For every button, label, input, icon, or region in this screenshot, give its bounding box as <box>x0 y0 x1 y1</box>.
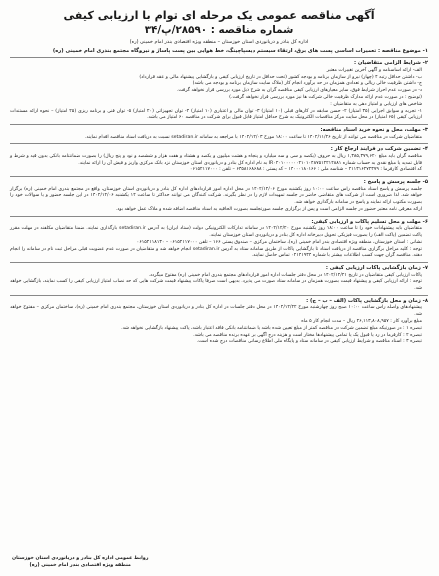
section-heading: ۵- جلسه پرسش و پاسخ : <box>363 179 428 186</box>
issuer-line: اداره کل بنادر و دریانوردی استان خوزستان – منطقه ویژه اقتصادی بندر امام خمینی (ره) <box>129 39 309 45</box>
tender-number: شماره مناقصه : ۲۸۵۹۰/پ/۳۴ <box>144 24 294 36</box>
section-divider <box>10 295 428 296</box>
section-2 <box>10 60 428 122</box>
section-divider <box>10 216 428 217</box>
footer-line-2: منطقه ویژه اقتصادی بندر امام خمینی (ره) <box>29 563 131 568</box>
section-heading: ۸- زمان و محل بازگشایی پاکات (الف – ب – ج) : <box>306 297 428 304</box>
section-text: د- در صورت عدم احراز شرایط فوق، سایر معیارهای ارزیابی کیفی مناقصه گران به شرح ذیل مورد بررسی قرار نخواهد گرفت. <box>176 88 422 94</box>
section-text: تبصره ۱ : در صورتیکه مبلغ تضمین شرکت در مناقصه کمتر از مبلغ تعیین شده باشد یا ضمانتنامه بانکی فاقد اعتبار باشد، پاکت پیشنهاد بازگشایی نخواهد شد. <box>121 325 422 331</box>
section-text: پیشنهادهای واصله راس ساعت ۱۰:۰۰ صبح روز چهارشنبه مورخ ۱۴۰۲/۱۲/۲۲ در محل دفتر جلسات در اداره کل بنادر و دریانوردی استان خوزستان، مجتمع بندری امام خمینی (ره)، ساختمان مرکزی – مفتوح خواهد شد. <box>10 305 422 318</box>
section-text: متقاضیان شرکت در مناقصه می توانند از تاریخ ۱۴۰۲/۱۱/۲۶ تا ساعت ۱۸:۰۰ مورخ ۱۴۰۲/۱۲/۰۳ با مراجعه به سامانه setadiran.ir نسبت به دریافت اسناد مناقصه اقدام نمایند. <box>84 134 422 140</box>
section-text: جلسه پرسش و پاسخ اسناد مناقصه راس ساعت ۱۰:۰۰ روز یکشنبه مورخ ۱۴۰۲/۱۲/۰۶ در محل اداره امور قراردادهای اداره کل بنادر و دریانوردی استان خوزستان، واقع در مجتمع بندری امام خمینی (ره) برگزار خواهد شد. لذا ضروری است از شرکت های متقاضی حاضر در جلسه تمهیدات لازم را در نظر بگیرند. شرکت کنندگان می توانند حداکثر تا ساعت ۱۴ یکشنبه ۱۴۰۲/۱۲/۰۶ در این جلسه حضور و یا سوالات خود را بصورت مکتوب ارائه نمایند و پاسخ در سامانه بارگذاری خواهد شد. <box>10 186 423 206</box>
section-text: متقاضیان باید پیشنهادات خود را تا ساعت ۱۸:۰۰ روز یکشنبه مورخ ۱۴۰۲/۱۲/۲۰ در سامانه تدارکات الکترونیکی دولت (ستاد ایران) به آدرس setadiran.ir بارگذاری نمایند. ضمنا متقاضیان مکلفند در مهلت مقرر پاکت تضمین (پاکت الف) را بصورت فیزیکی تحویل دبیرخانه اداره کل بنادر و دریانوردی استان خوزستان نمایند. <box>10 226 422 238</box>
section-heading: ۶- مهلت و محل تسلیم پاکات و ارزیابی کیفی: <box>311 218 428 225</box>
section-text: الف- ارائه اساسنامه و آگهی آخرین تغییرات معتبر <box>326 67 422 73</box>
section-text: ارائه معرفی نامه معتبر حضور در جلسه الزامی است و پس از برگزاری جلسه صورتجلسه بصورت الحاقیه به اسناد مناقصه اضافه شده و ملاک عمل خواهد بود. <box>115 206 422 212</box>
section-text: مبلغ برآورد کار : ۲۶,۱۱۳,۸۰۸,۹۵۷ ریال – مدت انجام کار ۵ ماه <box>301 318 422 324</box>
section-heading: ۱- موضوع مناقصه : تعمیرات اساسی پست های برق، ارتقاء سیستم دیسپاچینگ، خط هوایی بین پست پاساژ و نیروگاه مجتمع بندری امام خمینی (ره) <box>52 48 428 54</box>
section-text: شاخص های ارزیابی و امتیاز دهی به متقاضیان : <box>330 101 422 107</box>
section-5 <box>10 179 428 214</box>
section-heading: ۳- مهلت، محل و نحوه خرید اسناد مناقصه: <box>320 127 428 134</box>
section-text: نشانی : استان خوزستان، منطقه ویژه اقتصادی بندر امام خمینی (ره)، ساختمان مرکزی – صندوق پستی ۱۶۶ – تلفن ۰۶۱۵۲۱۱۷۰۰۰ – ۰۶۱۵۲۱۱۸۱۳۰ <box>136 239 422 245</box>
section-heading: ۷- زمان بازگشایی پاکات ارزیابی کیفی : <box>325 265 428 272</box>
footer-signature <box>12 555 148 569</box>
section-heading: ۲- شرایط الزامی متقاضیان : <box>354 60 428 67</box>
section-text: (توضیح : در صورت عدم ارائه مدارک ظرفیت خالی شرکت ها نیز مورد بررسی قرار نخواهد گرفت.) <box>229 95 422 100</box>
section-7 <box>10 265 428 293</box>
section-text: ج- داشتن ظرفیت خالی ریالی و تعدادی همزمان در حد برآورد انجام کار (ملاک سایت سازمان برنامه و بودجه می باشد) <box>192 81 422 87</box>
section-text: توجه : کلیه مراحل برگزاری مناقصه از دریافت اسناد تا بازگشایی پاکات از طریق سامانه ستاد به آدرس setadiran.ir انجام خواهد شد و متقاضیان در صورت عدم عضویت قبلی مراحل ثبت نام در سامانه را انجام دهند. مناقصه گران جهت کسب اطلاعات بیشتر با شماره ۰۲۱۴۱۹۳۴ تماس حاصل نمایند. <box>10 246 422 259</box>
footer-line-1: روابط عمومی اداره کل بنادر و دریانوردی استان خوزستان <box>12 556 149 561</box>
section-text: کد اقتصادی کارفرما : ۴۱۱۳۱۶۲۷۲۳۷۹ – شناسه ملی : ۱۴۰۰۰۱۸۰۱۶۶ – کد پستی : ۶۳۵۸۱۶۸۶۸۸ – تلفن : ۰۶۱۵۲۱۱۷۰۰۰ <box>189 167 422 173</box>
section-text: ۱- تجربه و سوابق اجرایی (۳۵ امتیاز) ۲- حسن سابقه در کارهای قبلی (۱۰ امتیاز) ۳- توان مالی و اعتباری (۱۰ امتیاز) ۴- توان تجهیزاتی (۲۰ امتیاز) ۵- توان فنی و برنامه ریزی (۲۵ امتیاز) – نحوه ارائه مستندات ارزیابی کیفی (۶۵ امتیاز) در محل سایت مرکز مناقصات الکترونیک به شرح حداقل امتیاز قابل قبول برای شرکت در مناقصه ۶۰ امتیاز می باشد. <box>10 108 422 121</box>
section-divider <box>10 124 428 125</box>
section-text: پاکات ارزیابی کیفی متقاضیان در تاریخ ۱۴۰۲/۱۲/۲۱ در محل دفتر جلسات اداره امور قراردادهای مجتمع بندری امام خمینی (ره) مفتوح میگردد. <box>148 272 422 278</box>
section-heading: ۴- تضمین شرکت در فرایند ارجاع کار : <box>330 146 428 153</box>
section-4 <box>10 146 428 174</box>
section-text: تبصره ۲ : کارفرما در رد یا قبول یک یا تمامی پیشنهادها مختار است و هزینه درج آگهی بر عهده برنده مناقصه می باشد. <box>193 332 422 338</box>
section-1 <box>10 48 428 55</box>
section-text: مناقصه گران باید مبلغ ۱,۳۸۵,۳۷۹,۶۲۰ ریال به حروف (یکصد و سی و سه میلیارد و پنجاه و هشت میلیون و یکصد و هشتاد و هفت هزار و ششصد و نود و پنج ریال) را بصورت ضمانتنامه بانکی بدون قید و شرط و قابل تمدید یا مبلغ نقدی به حساب شماره IR۰۲۰۱۰۰۰۰۰۰۴۱۰۱۰۴۸۷۵۱۲۲۱۴۸۸۱ به نام اداره کل بنادر و دریانوردی استان خوزستان نزد بانک مرکزی واریز و فیش آن را ارائه نمایند. <box>10 153 422 166</box>
notice-sections <box>10 48 428 346</box>
section-divider <box>10 176 428 177</box>
section-3 <box>10 127 428 141</box>
notice-title: آگهی مناقصه عمومی یک مرحله ای توام با ارزیابی کیفی <box>63 9 375 22</box>
section-text: توجه : ارائه ارزیابی کیفی و پیشنهاد قیمت بصورت همزمان در سامانه ستاد صورت می پذیرد. بدیهی است صرفا پاکات پیشنهاد قیمت شرکت هایی که حد نصاب امتیاز ارزیابی کیفی را کسب نمایند، بازگشایی خواهد شد. <box>10 279 422 292</box>
section-divider <box>10 57 428 58</box>
section-6 <box>10 219 428 260</box>
section-divider <box>10 262 428 263</box>
section-text: ب- داشتن حداقل رتبه ۴ (چهار) نیرو از سازمان برنامه و بودجه کشور (تحت حداقل در تاریخ ارزیابی کیفی و بارگشایی پیشنهاد مالی و عقد قرارداد) <box>139 74 422 80</box>
section-text: تبصره ۳ : اسناد مناقصه و شرایط ارزیابی کیفی در سامانه ستاد و پایگاه ملی اطلاع رسانی مناقصات درج شده است. <box>196 339 422 345</box>
section-8 <box>10 298 428 346</box>
section-divider <box>10 143 428 144</box>
